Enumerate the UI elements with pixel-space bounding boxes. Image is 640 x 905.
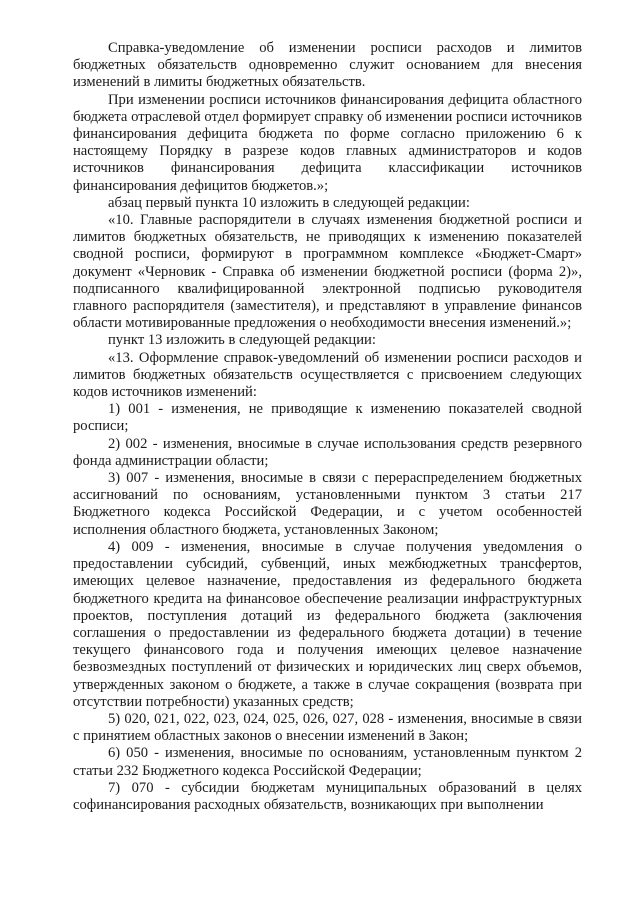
paragraph-amend-item-13: пункт 13 изложить в следующей редакции: (108, 332, 376, 349)
document-body (73, 40, 582, 814)
list-item-code-020-028: 5) 020, 021, 022, 023, 024, 025, 026, 027, 028 - изменения, вносимые в связи с принятием областных законов о внесении изменений в Закон; (73, 710, 582, 745)
list-item-code-070: 7) 070 - субсидии бюджетам муниципальных образований в целях софинансирования расходных обязательств, возникающих при выполнении (73, 779, 582, 813)
paragraph-notice-basis: Справка-уведомление об изменении росписи расходов и лимитов бюджетных обязательств одновременно служит основанием для внесения изменений в лимиты бюджетных обязательств. (73, 40, 582, 91)
list-item-code-050: 6) 050 - изменения, вносимые по основаниям, установленным пунктом 2 статьи 232 Бюджетного кодекса Российской Федерации; (73, 745, 582, 779)
list-item-code-009: 4) 009 - изменения, вносимые в случае получения уведомления о предоставлении субсидий, субвенций, иных межбюджетных трансфертов, имеющих целевое назначение, предоставления из федерального бюджета бюджетного кредита на финансовое обеспечение реализации инфраструктурных проектов, поступления дотаций из федерального бюджета (заключения соглашения о предоставлении из федерального бюджета дотации) в течение текущего финансового года и получения имеющих целевое назначение безвозмездных поступлений от физических и юридических лиц сверх объемов, утвержденных законом о бюджете, а также в случае сокращения (возврата при отсутствии потребности) указанных средств; (73, 538, 582, 710)
list-item-code-001: 1) 001 - изменения, не приводящие к изменению показателей сводной росписи; (73, 401, 582, 435)
paragraph-amend-item-10: абзац первый пункта 10 изложить в следующей редакции: (108, 194, 470, 211)
list-item-code-002: 2) 002 - изменения, вносимые в случае использования средств резервного фонда администрации области; (73, 435, 582, 469)
list-item-code-007: 3) 007 - изменения, вносимые в связи с перераспределением бюджетных ассигнований по основаниям, установленными пунктом 3 статьи 217 Бюджетного кодекса Российской Федерации, и с учетом особенностей исполнения областного бюджета, установленных Законом; (73, 470, 582, 538)
paragraph-item-10: «10. Главные распорядители в случаях изменения бюджетной росписи и лимитов бюджетных обязательств, не приводящих к изменению показателей сводной росписи, формируют в программном комплексе «Бюджет-Смарт» документ «Черновик - Справка об изменении бюджетной росписи (форма 2)», подписанного квалифицированной электронной подписью руководителя главного распорядителя (заместителя), и представляют в управление финансов области мотивированные предложения о необходимости внесения изменений.»; (73, 212, 582, 332)
paragraph-item-13: «13. Оформление справок-уведомлений об изменении росписи расходов и лимитов бюджетных обязательств осуществляется с присвоением следующих кодов источников изменений: (73, 349, 582, 401)
paragraph-sources-deficit: При изменении росписи источников финансирования дефицита областного бюджета отраслевой отдел формирует справку об изменении росписи источников финансирования дефицита бюджета по форме согласно приложению 6 к настоящему Порядку в разрезе кодов главных администраторов и кодов источников финансирования дефицита классификации источников финансирования дефицитов бюджетов.»; (73, 91, 582, 194)
